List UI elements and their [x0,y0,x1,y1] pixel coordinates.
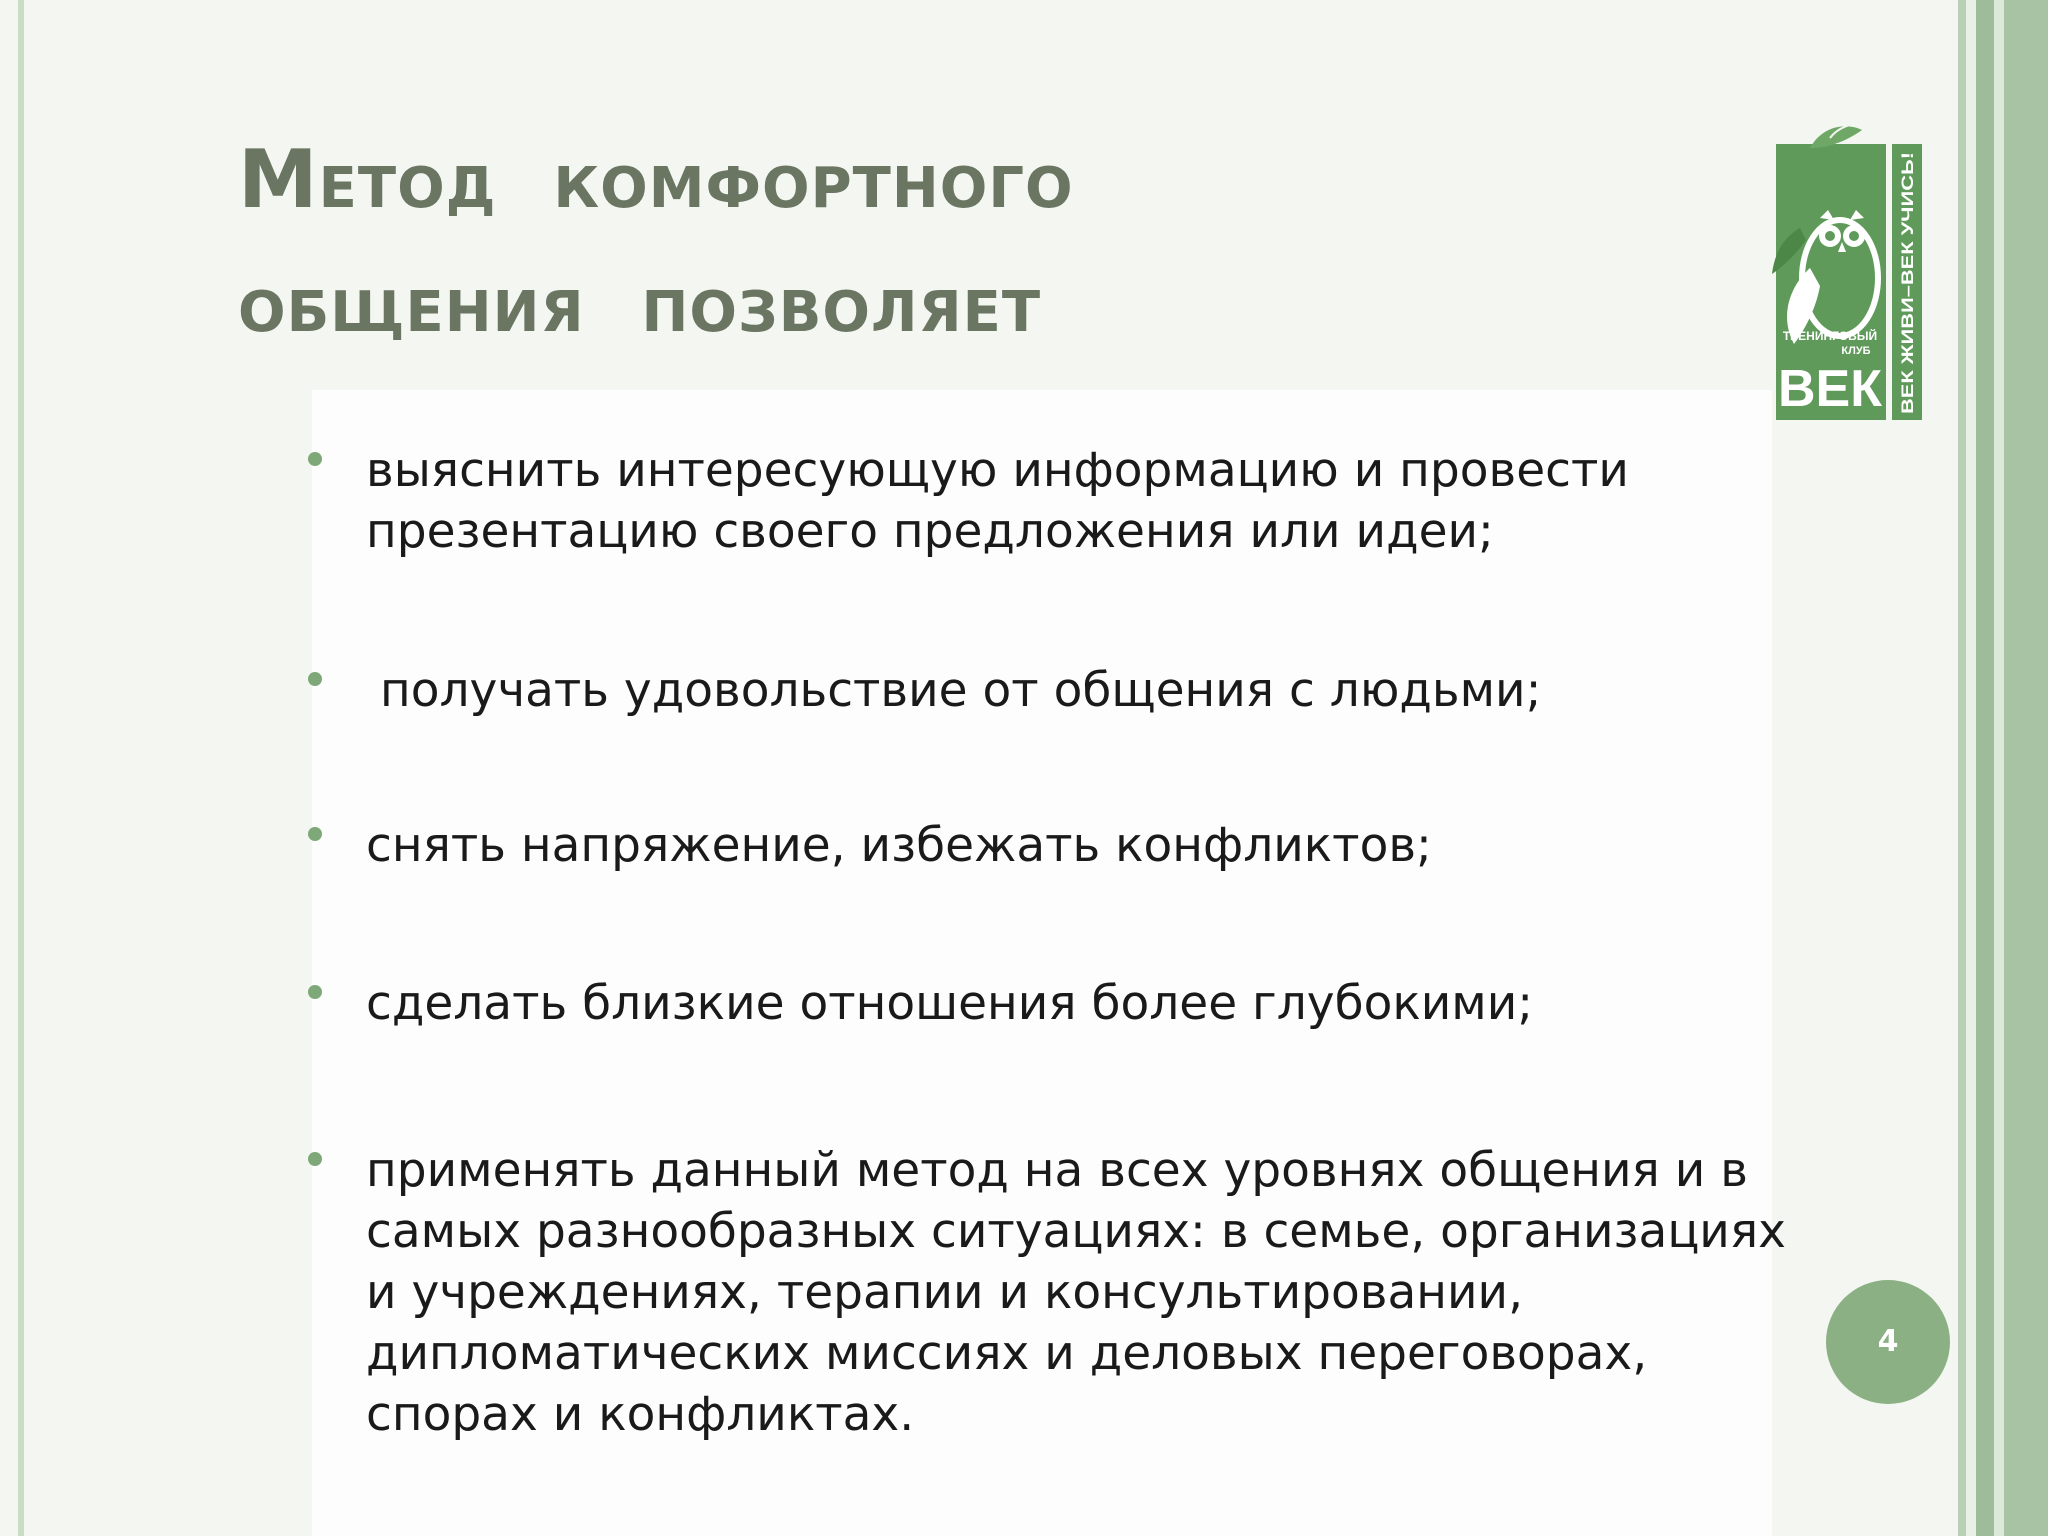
club-logo [1770,118,1930,424]
logo-slogan: ВЕК ЖИВИ–ВЕК УЧИСЬ! [1898,210,1917,414]
logo-name: ВЕК [1778,360,1883,418]
page-number-badge: 4 [1826,1280,1950,1404]
right-stripe [1994,0,2004,1536]
right-stripe [1958,0,1966,1536]
bullet-icon [308,672,322,686]
bullet-icon [308,452,322,466]
bullet-text: сделать близкие отношения более глубокими; [366,976,1534,1031]
slide-title [238,118,1638,366]
right-stripe [1976,0,1994,1536]
bullet-icon [308,985,322,999]
right-stripe [2004,0,2048,1536]
title-line-2: общения позволяет [238,257,1042,350]
logo-small-text-1: ТРЕНИНГОВЫЙ [1782,329,1878,343]
right-stripe [1966,0,1976,1536]
logo-small-text-2: КЛУБ [1841,345,1871,357]
bullet-text: получать удовольствие от общения с людьми; [380,663,1542,718]
title-line-1: Метод комфортного [238,133,1074,226]
bullet-text: выяснить интересующую информацию и провести презентацию своего предложения или идеи; [366,443,1629,559]
bullet-text: снять напряжение, избежать конфликтов; [366,818,1432,873]
left-frame-line [18,0,24,1536]
bullet-icon [308,827,322,841]
bullet-icon [308,1152,322,1166]
bullet-text: применять данный метод на всех уровнях общения и в самых разнообразных ситуациях: в семье, организациях и учреждениях, терапии и консультировании, дипломатических миссиях и деловых переговорах, спорах и конфликтах. [366,1143,1786,1442]
